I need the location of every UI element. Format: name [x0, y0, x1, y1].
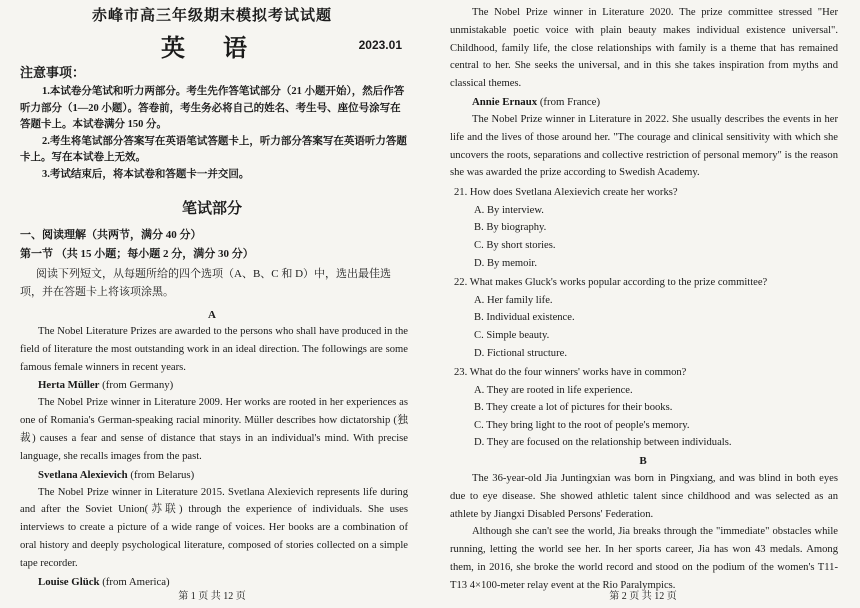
- winner-origin: (from Germany): [102, 379, 174, 392]
- gluck-text: The Nobel Prize winner in Literature 2020. The prize committee stressed "Her unmistakable poetic voice with plain beauty makes individual existence universal". Childhood, family life, the close relationships with family is a theme that has remained central to her. She seeks the universal, and in this she takes inspiration from myths and classical themes.: [450, 7, 838, 90]
- notice-list: [20, 84, 408, 183]
- exam-page-2: [426, 0, 860, 608]
- passage-b-paragraph: Although she can't see the world, Jia breaks through the "immediate" obstacles while running, letting the world see her. In her sports career, Jia has won 43 medals. Among them, in 2016, she broke the world record and stood on the podium of the women's T11-T13 4×100-meter relay event at the Rio Paralympics.: [450, 526, 838, 591]
- winner-name-row: [38, 466, 424, 484]
- passage-letter-a: A: [208, 309, 216, 321]
- winner-text: The Nobel Prize winner in Literature 2009. Her works are rooted in her experiences as one of Romania's German-speaking racial minority. Müller describes how dictatorship (独裁) causes a fear and sense of distance that stays in an individual's mind. With precise language, she recalls images from the past.: [20, 397, 408, 462]
- notice-item: 1.本试卷分笔试和听力两部分。考生先作答笔试部分（21 小题开始），然后作答听力部分（1—20 小题）。答卷前，考生务必将自己的姓名、考生号、座位号涂写在答题卡上。本试卷满分 150 分。: [20, 86, 405, 130]
- part-heading: 一、阅读理解（共两节，满分 40 分）: [20, 229, 202, 241]
- notice-item: 3.考试结束后，将本试卷和答题卡一并交回。: [42, 168, 250, 180]
- winner-name: Louise Glück: [38, 575, 100, 588]
- answer-option: A. Her family life.: [474, 294, 553, 306]
- question-stem: 22. What makes Gluck's works popular according to the prize committee?: [454, 277, 768, 289]
- answer-option: B. They create a lot of pictures for their books.: [474, 402, 673, 414]
- answer-option: B. By biography.: [474, 222, 547, 234]
- subject-row: [0, 26, 424, 60]
- exam-title: 赤峰市高三年级期末模拟考试试题: [91, 8, 332, 24]
- ernaux-text: The Nobel Prize winner in Literature in 2022. She usually describes the events in her life and the lives of those around her. "The courage and clinical sensitivity with which she uncovers the roots, separations and collective restriction of personal memory" is the reason she was awarded the prize according to Swedish Academy.: [450, 113, 838, 179]
- subject-heading: 英 语: [161, 36, 263, 62]
- answer-option: B. Individual existence.: [474, 312, 575, 324]
- exam-date: 2023.01: [358, 38, 402, 52]
- answer-option: A. By interview.: [474, 204, 544, 216]
- winner-origin: (from France): [539, 95, 601, 108]
- section-heading: 笔试部分: [181, 201, 242, 217]
- question-block: [426, 364, 860, 452]
- notice-item: 2.考生将笔试部分答案写在英语笔试答题卡上，听力部分答案写在英语听力答题卡上。写在本试卷上无效。: [20, 135, 407, 163]
- question-stem: 23. What do the four winners' works have in common?: [454, 367, 687, 379]
- answer-option: D. They are focused on the relationship between individuals.: [474, 437, 732, 449]
- winner-name: Svetlana Alexievich: [38, 468, 128, 481]
- question-block: [426, 184, 860, 272]
- instructions: 阅读下列短文，从每题所给的四个选项（A、B、C 和 D）中，选出最佳选项，并在答题卡上将该项涂黑。: [20, 268, 392, 298]
- passage-b-paragraph: The 36-year-old Jia Juntingxian was born in Pingxiang, and was blind in both eyes due to eye disease. She showed athletic talent since childhood and was selected as an athlete by Jiangxi Disabled Persons' Federation.: [450, 473, 838, 520]
- winner-name: Herta Müller: [38, 379, 100, 392]
- winner-name: Annie Ernaux: [472, 95, 538, 108]
- page-footer: 第 2 页 共 12 页: [609, 591, 677, 602]
- answer-option: C. By short stories.: [474, 239, 556, 251]
- answer-option: D. By memoir.: [474, 257, 537, 269]
- winner-name-row: [472, 93, 860, 111]
- answer-option: D. Fictional structure.: [474, 347, 567, 359]
- answer-option: A. They are rooted in life experience.: [474, 384, 633, 396]
- subsection-heading: 第一节 （共 15 小题；每小题 2 分，满分 30 分）: [20, 248, 254, 260]
- exam-page-1: [0, 0, 424, 608]
- passage-intro: The Nobel Literature Prizes are awarded to the persons who shall have produced in the field of literature the most outstanding work in an ideal direction. The followings are some famous female winners in recent years.: [20, 326, 408, 373]
- answer-option: C. They bring light to the root of people's memory.: [474, 419, 690, 431]
- answer-option: C. Simple beauty.: [474, 329, 550, 341]
- page-footer: 第 1 页 共 12 页: [178, 591, 246, 602]
- winner-text: The Nobel Prize winner in Literature 2015. Svetlana Alexievich represents life during and after the Soviet Union(苏联) through the experience of individuals. She uses interviews to create a picture of a wide range of voices. Her books are a combination of oral history and deeply psychological literature, composed of stories collected on a simple tape recorder.: [20, 486, 408, 569]
- passage-letter-b: B: [639, 455, 647, 468]
- winner-origin: (from Belarus): [130, 468, 195, 481]
- winner-name-row: [38, 376, 424, 394]
- notice-title: 注意事项：: [20, 65, 86, 80]
- question-stem: 21. How does Svetlana Alexievich create her works?: [454, 187, 678, 199]
- question-block: [426, 274, 860, 362]
- winner-origin: (from America): [102, 575, 170, 588]
